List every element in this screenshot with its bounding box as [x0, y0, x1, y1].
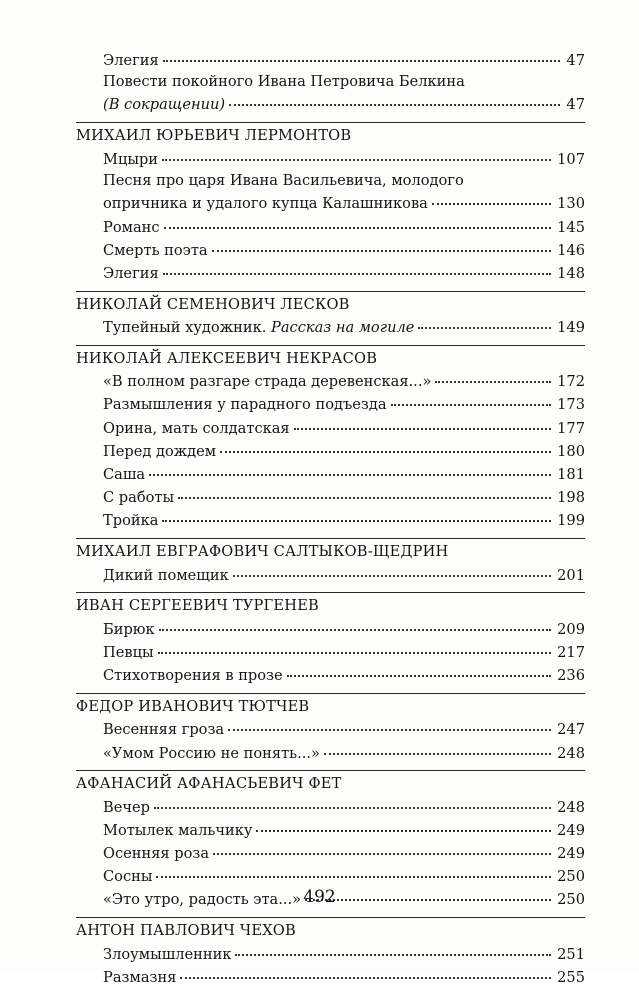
entry-page: 199 [557, 512, 585, 530]
entry-page: 250 [557, 868, 585, 886]
dot-leader [213, 839, 551, 856]
toc-entry[interactable] [76, 563, 585, 586]
entry-page: 201 [557, 566, 585, 584]
dot-leader [178, 483, 551, 500]
entry-title: «В полном разгаре страда деревенская...» [103, 373, 432, 391]
entry-title: Стихотворения в прозе [103, 667, 283, 685]
dot-leader [154, 792, 551, 809]
author-heading: МИХАИЛ ЕВГРАФОВИЧ САЛТЫКОВ-ЩЕДРИН [76, 543, 449, 560]
entry-page: 247 [557, 721, 585, 739]
toc-entry[interactable] [76, 147, 585, 170]
entry-title: Злоумышленник [103, 945, 232, 963]
toc-entry[interactable] [76, 509, 585, 532]
entry-page: 255 [557, 968, 585, 986]
dot-leader [164, 212, 552, 229]
entry-page: 198 [557, 489, 585, 507]
toc-entry[interactable] [76, 664, 585, 687]
author-heading: ИВАН СЕРГЕЕВИЧ ТУРГЕНЕВ [76, 597, 319, 615]
toc-entry[interactable] [76, 93, 585, 116]
entry-title: Весенняя гроза [103, 721, 225, 739]
entry-title: Мцыри [103, 150, 159, 168]
toc-section-tyutchev [76, 693, 585, 764]
dot-leader [163, 45, 561, 62]
entry-page: 181 [557, 466, 585, 484]
entry-page: 149 [557, 319, 585, 337]
toc-entry[interactable] [76, 741, 585, 764]
entry-title: Смерть поэта [103, 241, 208, 259]
toc-section-leskov [76, 291, 585, 339]
entry-page: 146 [557, 241, 585, 259]
dot-leader [294, 413, 552, 430]
author-heading: АФАНАСИЙ АФАНАСЬЕВИЧ ФЕТ [76, 775, 342, 793]
entry-title: опричника и удалого купца Калашникова [103, 195, 428, 213]
entry-page: 209 [557, 620, 585, 638]
entry-title: (В сокращении) [103, 96, 226, 114]
dot-leader [163, 258, 551, 275]
toc-entry[interactable] [76, 316, 585, 339]
toc-section-chekhov [76, 917, 585, 988]
entry-title: Мотылек мальчику [103, 821, 253, 839]
entry-page: 249 [557, 845, 585, 863]
entry-page: 251 [557, 945, 585, 963]
dot-leader [158, 637, 552, 654]
dot-leader [162, 144, 551, 161]
dot-leader [391, 390, 552, 407]
entry-title: Орина, мать солдатская [103, 419, 290, 437]
table-of-contents [76, 48, 585, 988]
dot-leader [229, 90, 560, 107]
entry-page: 47 [566, 51, 585, 69]
toc-section-nekrasov [76, 345, 585, 532]
entry-title: Саша [103, 466, 146, 484]
entry-page: 172 [557, 373, 585, 391]
author-heading: МИХАИЛ ЮРЬЕВИЧ ЛЕРМОНТОВ [76, 126, 352, 144]
entry-title: Размышления у парадного подъезда [103, 396, 387, 414]
author-heading: ФЕДОР ИВАНОВИЧ ТЮТЧЕВ [76, 697, 310, 715]
entry-title: Перед дождем [103, 442, 217, 460]
entry-title: Сосны [103, 868, 153, 886]
dot-leader [228, 715, 551, 732]
dot-leader [432, 189, 551, 206]
entry-page: 217 [557, 643, 585, 661]
entry-page: 145 [557, 218, 585, 236]
entry-title: С работы [103, 489, 175, 507]
entry-title-line[interactable]: Песня про царя Ивана Васильевича, молодого [103, 172, 464, 190]
dot-leader [435, 367, 551, 384]
entry-title-main: Тупейный художник. [103, 319, 267, 337]
toc-entry[interactable] [76, 261, 585, 284]
toc-entry[interactable] [76, 965, 585, 988]
entry-page: 148 [557, 264, 585, 282]
dot-leader [162, 506, 551, 523]
entry-page: 107 [557, 150, 585, 168]
entry-title: Певцы [103, 643, 154, 661]
dot-leader [287, 661, 551, 678]
dot-leader [212, 235, 552, 252]
entry-page: 248 [557, 798, 585, 816]
dot-leader [149, 459, 551, 476]
entry-subtitle: Рассказ на могиле [271, 319, 415, 337]
entry-title: «Это утро, радость эта...» [103, 891, 302, 909]
dot-leader [233, 560, 551, 577]
entry-page: 248 [557, 744, 585, 762]
entry-page: 249 [557, 821, 585, 839]
page-number: 492 [303, 887, 336, 907]
entry-title: Элегия [103, 264, 159, 282]
toc-entry[interactable] [76, 48, 585, 71]
toc-section-lermontov [76, 122, 585, 285]
author-heading: АНТОН ПАВЛОВИЧ ЧЕХОВ [76, 922, 296, 940]
entry-page: 173 [557, 396, 585, 414]
dot-leader [418, 313, 551, 330]
author-heading: НИКОЛАЙ АЛЕКСЕЕВИЧ НЕКРАСОВ [76, 349, 378, 367]
entry-title: Тройка [103, 512, 159, 530]
dot-leader [220, 436, 551, 453]
dot-leader [159, 614, 552, 631]
entry-title: Вечер [103, 798, 150, 816]
dot-leader [256, 815, 551, 832]
entry-title [103, 317, 414, 339]
author-heading: НИКОЛАЙ СЕМЕНОВИЧ ЛЕСКОВ [76, 295, 350, 313]
toc-section-saltykov [76, 538, 585, 586]
entry-title-line[interactable]: Повести покойного Ивана Петровича Белкина [103, 73, 465, 91]
entry-page: 130 [557, 195, 585, 213]
entry-title: Дикий помещик [103, 566, 229, 584]
entry-page: 47 [566, 96, 585, 114]
dot-leader [156, 862, 551, 879]
entry-title: Элегия [103, 51, 159, 69]
entry-title: «Умом Россию не понять...» [103, 744, 320, 762]
entry-page: 250 [557, 891, 585, 909]
entry-page: 177 [557, 419, 585, 437]
entry-title: Бирюк [103, 620, 155, 638]
entry-title: Размазня [103, 968, 177, 986]
entry-title: Осенняя роза [103, 845, 210, 863]
toc-section-turgenev [76, 592, 585, 687]
dot-leader [180, 962, 551, 979]
entry-page: 180 [557, 442, 585, 460]
entry-page: 236 [557, 667, 585, 685]
dot-leader [324, 738, 551, 755]
entry-title: Романс [103, 218, 160, 236]
toc-section-continued [76, 48, 585, 116]
dot-leader [235, 939, 551, 956]
